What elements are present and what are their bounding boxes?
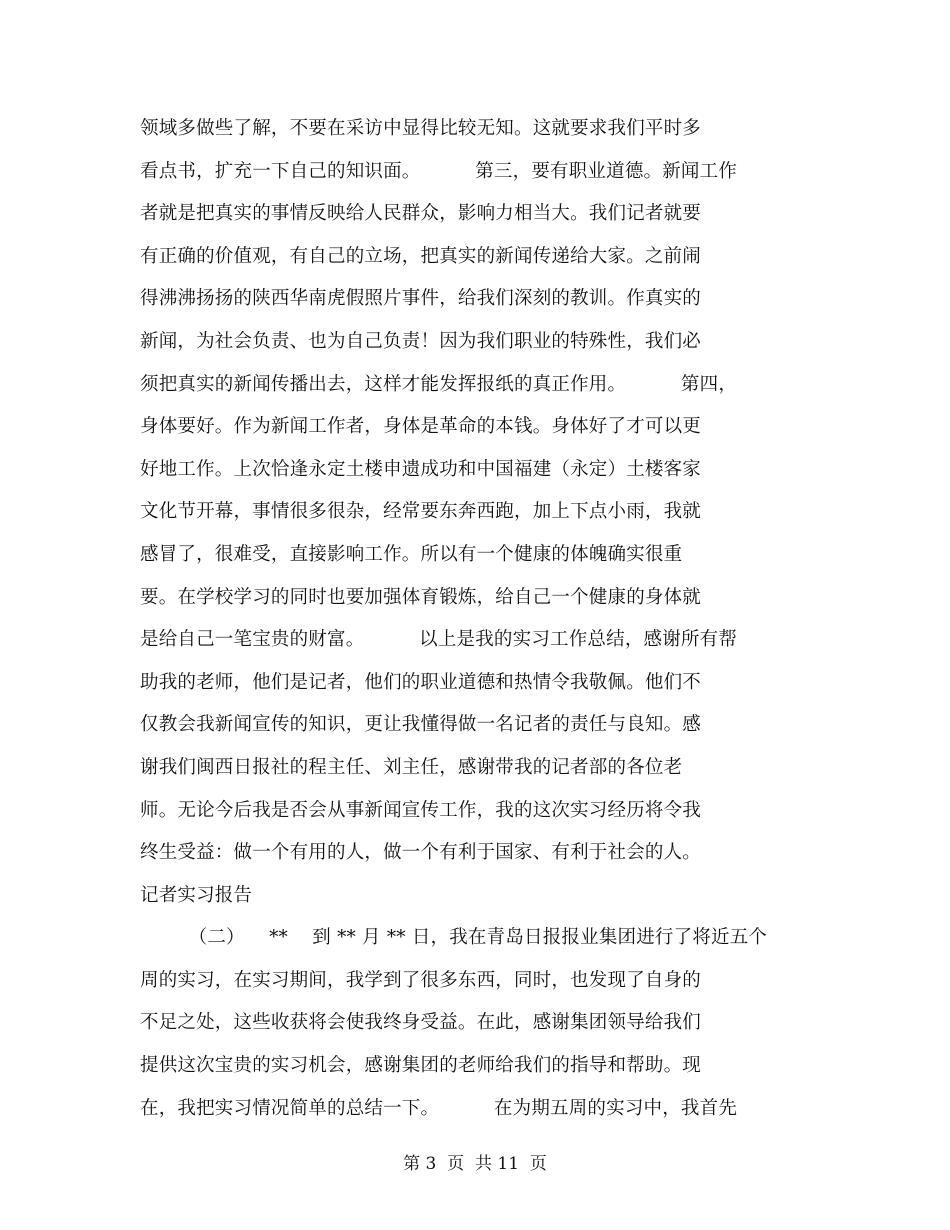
text-line: 感冒了，很难受，直接影响工作。所以有一个健康的体魄确实很重 <box>140 543 683 565</box>
text-line: 身体要好。作为新闻工作者，身体是革命的本钱。身体好了才可以更 <box>140 416 702 438</box>
text-line: 在，我把实习情况简单的总结一下。 在为期五周的实习中，我首先 <box>140 1097 738 1119</box>
text-line: 不足之处，这些收获将会使我终身受益。在此，感谢集团领导给我们 <box>140 1012 702 1034</box>
text-line: 新闻，为社会负责、也为自己负责！因为我们职业的特殊性，我们必 <box>140 330 702 352</box>
page-number-footer: 第 3 页 共 11 页 <box>403 1154 547 1174</box>
text-line: 仅教会我新闻宣传的知识，更让我懂得做一名记者的责任与良知。感 <box>140 714 702 736</box>
text-line: 师。无论今后我是否会从事新闻宣传工作，我的这次实习经历将令我 <box>140 799 702 821</box>
text-line: 得沸沸扬扬的陕西华南虎假照片事件，给我们深刻的教训。作真实的 <box>140 288 702 310</box>
section-heading: 记者实习报告 <box>140 884 253 906</box>
text-line: 谢我们闽西日报社的程主任、刘主任，感谢带我的记者部的各位老 <box>140 756 683 778</box>
text-line: （二） ** 到 ** 月 ** 日，我在青岛日报报业集团进行了将近五个 <box>140 927 768 949</box>
text-line: 周的实习，在实习期间，我学到了很多东西，同时，也发现了自身的 <box>140 969 702 991</box>
text-line: 终生受益：做一个有用的人，做一个有利于国家、有利于社会的人。 <box>140 842 702 864</box>
text-line: 领域多做些了解，不要在采访中显得比较无知。这就要求我们平时多 <box>140 118 702 139</box>
text-line: 者就是把真实的事情反映给人民群众，影响力相当大。我们记者就要 <box>140 203 702 225</box>
text-line: 提供这次宝贵的实习机会，感谢集团的老师给我们的指导和帮助。现 <box>140 1055 702 1077</box>
document-body <box>140 108 790 1130</box>
text-line: 须把真实的新闻传播出去，这样才能发挥报纸的真正作用。 第四， <box>140 373 738 395</box>
text-line: 文化节开幕，事情很多很杂，经常要东奔西跑，加上下点小雨，我就 <box>140 501 702 523</box>
text-line: 看点书，扩充一下自己的知识面。 第三，要有职业道德。新闻工作 <box>140 160 738 182</box>
text-line: 有正确的价值观，有自己的立场，把真实的新闻传递给大家。之前闹 <box>140 245 702 267</box>
text-line: 好地工作。上次恰逢永定土楼申遗成功和中国福建（永定）土楼客家 <box>140 458 702 480</box>
text-line: 是给自己一笔宝贵的财富。 以上是我的实习工作总结，感谢所有帮 <box>140 629 738 651</box>
text-line: 助我的老师，他们是记者，他们的职业道德和热情令我敬佩。他们不 <box>140 671 702 693</box>
text-line: 要。在学校学习的同时也要加强体育锻炼，给自己一个健康的身体就 <box>140 586 702 608</box>
